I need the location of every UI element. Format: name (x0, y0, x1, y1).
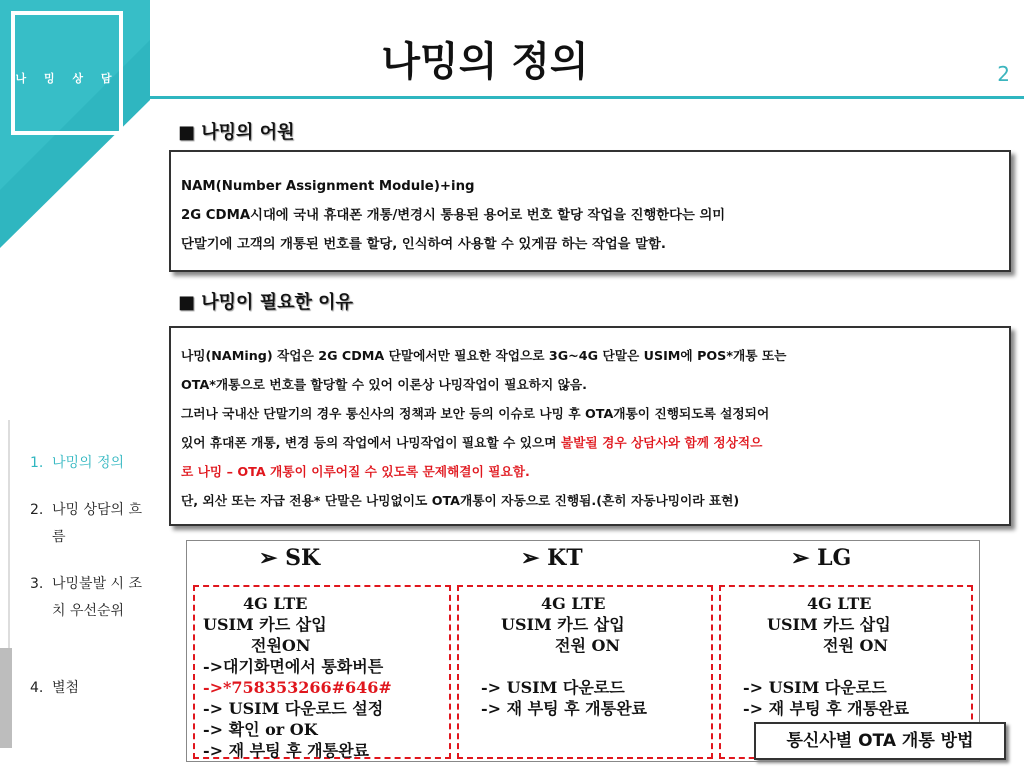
carrier-sk-title: ➢ SK (259, 545, 321, 571)
nav-item-number: 4. (30, 680, 44, 696)
nav-item-flow[interactable] (30, 497, 144, 551)
nav-item-number: 1. (30, 455, 44, 471)
kt-step: 4G LTE (541, 594, 606, 613)
nav-item-label: 별첨 (52, 680, 80, 696)
nav-item-label: 나밍의 정의 (52, 455, 125, 471)
nav-item-number: 2. (30, 502, 44, 518)
origin-line-3: 단말기에 고객의 개통된 번호를 할당, 인식하여 사용할 수 있게끔 하는 작업을 말함. (181, 237, 666, 252)
logo-text: 나 밍 상 담 (15, 72, 119, 85)
reason-line-3: 그러나 국내산 단말기의 경우 통신사의 정책과 보안 등의 이슈로 나밍 후 OTA개통이 진행되도록 설정되어 (181, 406, 770, 421)
sk-step: ->*758353266#646# (203, 678, 392, 697)
carrier-kt-title: ➢ KT (521, 545, 583, 571)
sk-step: -> 확인 or OK (203, 720, 318, 739)
lg-step: 전원 ON (823, 636, 889, 655)
origin-line-1: NAM(Number Assignment Module)+ing (181, 179, 475, 194)
nav-rail-marker (0, 648, 12, 748)
origin-line-2: 2G CDMA시대에 국내 휴대폰 개통/변경시 통용된 용어로 번호 할당 작업을 진행한다는 의미 (181, 208, 726, 223)
title-divider (148, 96, 1024, 99)
sk-step: -> USIM 다운로드 설정 (203, 699, 384, 718)
kt-step: 전원 ON (555, 636, 621, 655)
kt-step: USIM 카드 삽입 (501, 615, 625, 634)
nav-item-definition[interactable] (30, 450, 124, 477)
page-number: 2 (997, 62, 1010, 86)
nav-item-label: 나밍불발 시 조치 우선순위 (52, 576, 143, 619)
sk-step: USIM 카드 삽입 (203, 615, 327, 634)
reason-line-4b: 불발될 경우 상담사와 함께 정상적으 (560, 435, 763, 450)
reason-line-2: OTA*개통으로 번호를 할당할 수 있어 이론상 나밍작업이 필요하지 않음. (181, 377, 587, 392)
kt-step: -> USIM 다운로드 (481, 678, 625, 697)
lg-step: -> 재 부팅 후 개통완료 (743, 699, 909, 718)
reason-line-4a: 있어 휴대폰 개통, 변경 등의 작업에서 나밍작업이 필요할 수 있으며 (181, 435, 561, 450)
ota-method-caption: 통신사별 OTA 개통 방법 (754, 722, 1006, 760)
nav-item-number: 3. (30, 576, 44, 592)
sk-step: 전원ON (251, 636, 311, 655)
reason-line-5: 로 나밍 – OTA 개통이 이루어질 수 있도록 문제해결이 필요함. (181, 464, 530, 479)
reason-line-4 (181, 428, 1009, 457)
lg-step: 4G LTE (807, 594, 872, 613)
carrier-sk-steps (193, 585, 451, 759)
lg-step: -> USIM 다운로드 (743, 678, 887, 697)
sk-step: -> 재 부팅 후 개통완료 (203, 741, 369, 760)
nav-item-appendix[interactable] (30, 675, 79, 702)
sk-step: 4G LTE (243, 594, 308, 613)
lg-step: USIM 카드 삽입 (767, 615, 891, 634)
origin-heading: ■ 나밍의 어원 (178, 122, 295, 143)
sk-step: ->대기화면에서 통화버튼 (203, 657, 384, 676)
reason-box (169, 326, 1011, 526)
reason-heading: ■ 나밍이 필요한 이유 (178, 292, 353, 313)
nav-item-label: 나밍 상담의 흐름 (52, 502, 143, 545)
carrier-lg-title: ➢ LG (791, 545, 852, 571)
page-title: 나밍의 정의 (381, 39, 589, 85)
origin-box (169, 150, 1011, 272)
reason-line-1: 나밍(NAMing) 작업은 2G CDMA 단말에서만 필요한 작업으로 3G~4G 단말은 USIM에 POS*개통 또는 (181, 348, 787, 363)
kt-step: -> 재 부팅 후 개통완료 (481, 699, 647, 718)
nav-item-priority[interactable] (30, 571, 144, 625)
carrier-kt-steps (457, 585, 713, 759)
reason-line-6: 단, 외산 또는 자급 전용* 단말은 나밍없이도 OTA개통이 자동으로 진행됨.(흔히 자동나밍이라 표현) (181, 493, 740, 508)
